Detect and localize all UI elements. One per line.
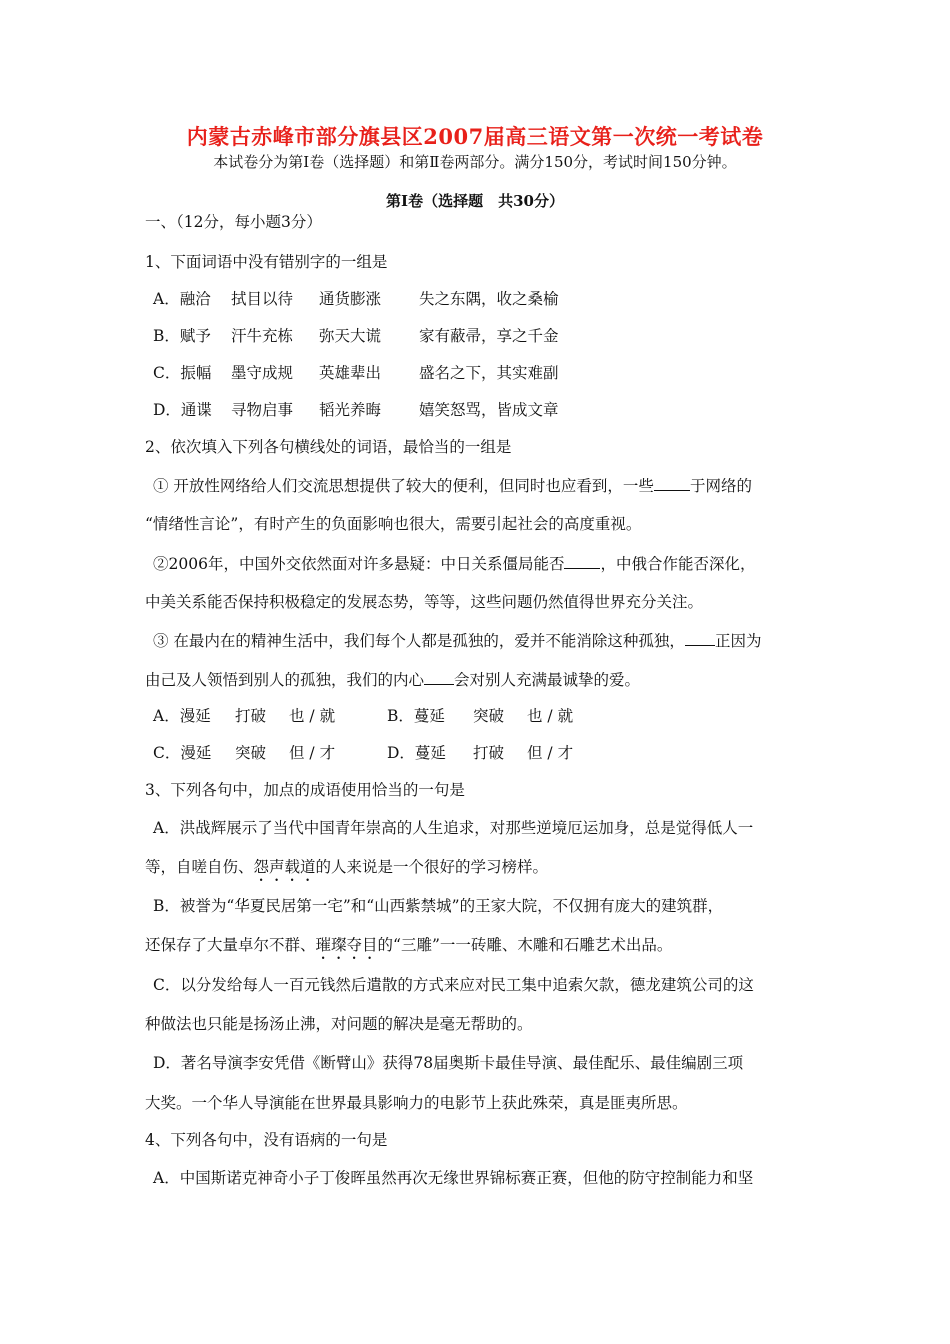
question-3-option-a: A．洪战辉展示了当代中国青年崇高的人生追求，对那些逆境厄运加身，总是觉得低人一	[153, 819, 754, 837]
question-1-option-a: A．融洽 拭目以待 通货膨涨 失之东隅，收之桑榆	[153, 290, 559, 308]
question-2-sentence-3: ③ 在最内在的精神生活中，我们每个人都是孤独的，爱并不能消除这种孤独， 正因为	[145, 629, 761, 649]
answer-blank	[685, 629, 715, 646]
question-1-option-c: C．振幅 墨守成规 英雄辈出 盛名之下，其实难副	[153, 364, 559, 382]
part-heading: 一、（12分，每小题3分）	[145, 213, 322, 231]
question-2-options-cd: C．漫延 突破 但 / 才 D．蔓延 打破 但 / 才	[153, 744, 574, 762]
question-1-option-b: B．赋予 汗牛充栋 弥天大谎 家有蔽帚，享之千金	[153, 327, 559, 345]
question-1-stem: 1、下面词语中没有错别字的一组是	[145, 253, 388, 271]
answer-blank	[654, 474, 690, 491]
question-3-option-a-cont: 等，自嗟自伤、怨声载道的人来说是一个很好的学习榜样。	[145, 858, 549, 876]
question-3-option-b: B．被誉为“华夏民居第一宅”和“山西紫禁城”的王家大院，不仅拥有庞大的建筑群，	[153, 897, 724, 915]
section-title: 第Ⅰ卷（选择题 共30分）	[386, 192, 564, 210]
question-3-option-c-cont: 种做法也只能是扬汤止沸，对问题的解决是毫无帮助的。	[145, 1015, 533, 1033]
question-3-stem: 3、下列各句中，加点的成语使用恰当的一句是	[145, 781, 465, 799]
dotted-idiom: 怨声载道	[253, 858, 316, 876]
exam-intro: 本试卷分为第Ⅰ卷（选择题）和第Ⅱ卷两部分。满分150分，考试时间150分钟。	[213, 153, 737, 171]
question-4-option-a: A．中国斯诺克神奇小子丁俊晖虽然再次无缘世界锦标赛正赛，但他的防守控制能力和坚	[153, 1169, 754, 1187]
question-3-option-c: C．以分发给每人一百元钱然后遣散的方式来应对民工集中追索欠款，德龙建筑公司的这	[153, 976, 754, 994]
question-2-sentence-2: ②2006年，中国外交依然面对许多悬疑：中日关系僵局能否 ，中俄合作能否深化，	[145, 552, 755, 572]
question-2-stem: 2、依次填入下列各句横线处的词语，最恰当的一组是	[145, 438, 512, 456]
question-2-sentence-3-cont: 由己及人领悟到别人的孤独，我们的内心 会对别人充满最诚挚的爱。	[145, 668, 640, 688]
question-2-sentence-1: ① 开放性网络给人们交流思想提供了较大的便利，但同时也应看到，一些 于网络的	[145, 474, 752, 494]
question-2-sentence-2-cont: 中美关系能否保持积极稳定的发展态势，等等，这些问题仍然值得世界充分关注。	[145, 593, 704, 611]
question-3-option-d-cont: 大奖。一个华人导演能在世界最具影响力的电影节上获此殊荣，真是匪夷所思。	[145, 1094, 688, 1112]
exam-title: 内蒙古赤峰市部分旗县区2007届高三语文第一次统一考试卷	[186, 124, 764, 149]
answer-blank	[424, 668, 454, 685]
dotted-idiom: 璀璨夺目	[315, 936, 378, 954]
question-2-options-ab: A．漫延 打破 也 / 就 B．蔓延 突破 也 / 就	[153, 707, 574, 725]
question-4-stem: 4、下列各句中，没有语病的一句是	[145, 1131, 388, 1149]
question-3-option-d: D．著名导演李安凭借《断臂山》获得78届奥斯卡最佳导演、最佳配乐、最佳编剧三项	[153, 1054, 744, 1072]
question-1-option-d: D．通谍 寻物启事 韬光养晦 嬉笑怒骂，皆成文章	[153, 401, 559, 419]
answer-blank	[564, 552, 600, 569]
question-3-option-b-cont: 还保存了大量卓尔不群、璀璨夺目的“三雕”一一砖雕、木雕和石雕艺术出品。	[145, 936, 673, 954]
question-2-sentence-1-cont: “情绪性言论”，有时产生的负面影响也很大，需要引起社会的高度重视。	[145, 515, 642, 533]
